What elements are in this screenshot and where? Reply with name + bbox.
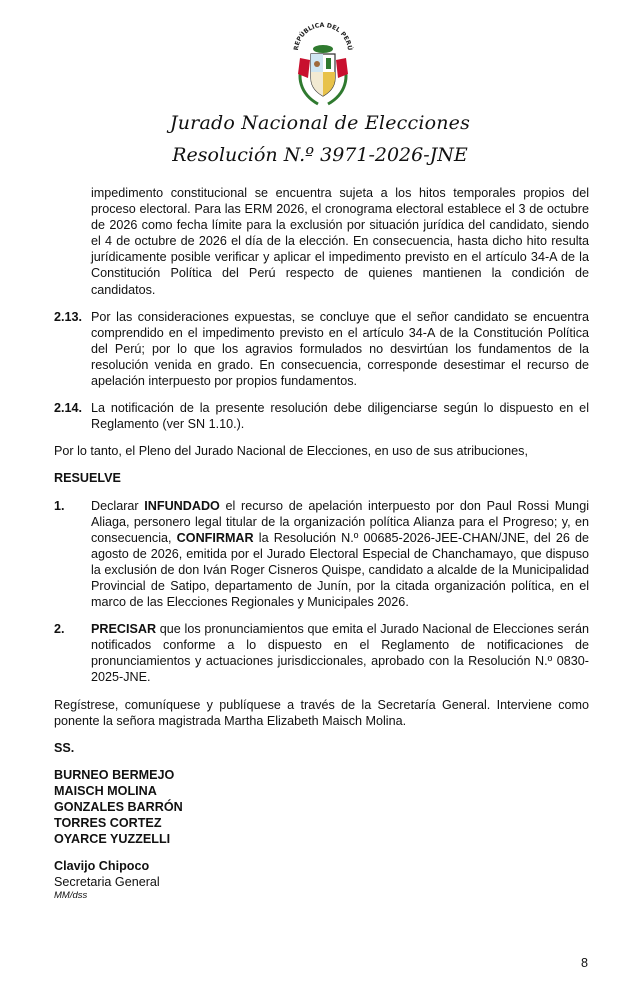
page-number: 8 [580, 956, 588, 970]
paragraph-2-13 [54, 309, 589, 389]
paragraph-text: Por las consideraciones expuestas, se concluye que el señor candidato se encuentra comprendido en el impedimento previsto en el artículo 34-A de la Constitución Política del Perú; por lo que los agravios formulados no desvirtúan los fundamentos de la resolución venida en grado. En consecuencia, corresponde desestimar el recurso de apelación interpuesto por propios fundamentos. [91, 309, 589, 389]
resolution-item-2 [54, 621, 589, 685]
document-body [54, 185, 589, 902]
resuelve-heading: RESUELVE [54, 471, 121, 486]
paragraph-2-14 [54, 400, 589, 432]
secretary-name: Clavijo Chipoco [54, 859, 150, 874]
magistrates-list [54, 767, 589, 847]
secretary-block [54, 858, 589, 902]
secretary-title: Secretaria General [54, 875, 160, 890]
magistrate-name: MAISCH MOLINA [54, 783, 157, 798]
item-text: Declarar INFUNDADO el recurso de apelación interpuesto por don Paul Rossi Mungi Aliaga, personero legal titular de la organización política Alianza para el Progreso; y, en consecuencia, CONFIRMAR la Resolución N.º 00685-2026-JEE-CHAN/JNE, del 26 de agosto de 2026, emitida por el Jurado Electoral Especial de Chanchamayo, que dispuso la exclusión de don Iván Roger Cisneros Quispe, candidato a alcalde de la Municipalidad Provincial de Satipo, departamento de Junín, por la citada organización política, en el marco de las Elecciones Regionales y Municipales 2026. [91, 498, 589, 610]
paragraph-number: 2.14. [54, 401, 83, 416]
magistrate-name: GONZALES BARRÓN [54, 800, 183, 814]
item-number: 1. [54, 498, 65, 513]
paragraph-number: 2.13. [54, 309, 83, 324]
paragraph-text: La notificación de la presente resolución debe diligenciarse según lo dispuesto en el Reglamento (ver SN 1.10.). [91, 401, 589, 432]
magistrate-name: TORRES CORTEZ [54, 816, 162, 831]
continued-paragraph: impedimento constitucional se encuentra sujeta a los hitos temporales propios del proceso electoral. Para las ERM 2026, el cronograma electoral establece el 3 de octubre de 2026 como fecha límite para la exclusión por situación jurídica del candidato, siendo el 4 de octubre de 2026 el día de la elección. En consecuencia, hasta dicho hito resulta jurídicamente posible verificar y aplicar el impedimento previsto en el artículo 34-A de la Constitución Política del Perú respecto de quienes mantienen la condición de candidatos. [91, 186, 589, 297]
magistrate-name: OYARCE YUZZELLI [54, 832, 171, 847]
resolution-title: Resolución N.º 3971-2026-JNE [172, 144, 468, 166]
por-tanto-paragraph: Por lo tanto, el Pleno del Jurado Nacional de Elecciones, en uso de sus atribuciones, [54, 444, 528, 459]
peru-coat-of-arms-logo [290, 18, 356, 110]
registrese-paragraph: Regístrese, comuníquese y publíquese a través de la Secretaría General. Interviene como ponente la señora magistrada Martha Elizabeth Maisch Molina. [54, 697, 589, 728]
item-text: PRECISAR que los pronunciamientos que emita el Jurado Nacional de Elecciones serán notificados conforme a lo dispuesto en el Reglamento de notificaciones de pronunciamientos y actuaciones jurisdiccionales, aprobado con la Resolución N.º 0830-2025-JNE. [91, 622, 589, 685]
svg-text:REPÚBLICA DEL PERÚ: REPÚBLICA DEL PERÚ [292, 21, 354, 51]
ss-label: SS. [54, 740, 75, 755]
item-number: 2. [54, 622, 65, 637]
institution-name: Jurado Nacional de Elecciones [169, 112, 471, 134]
initials: MM/dss [54, 890, 88, 902]
resolution-item-1 [54, 498, 589, 611]
magistrate-name: BURNEO BERMEJO [54, 767, 175, 782]
